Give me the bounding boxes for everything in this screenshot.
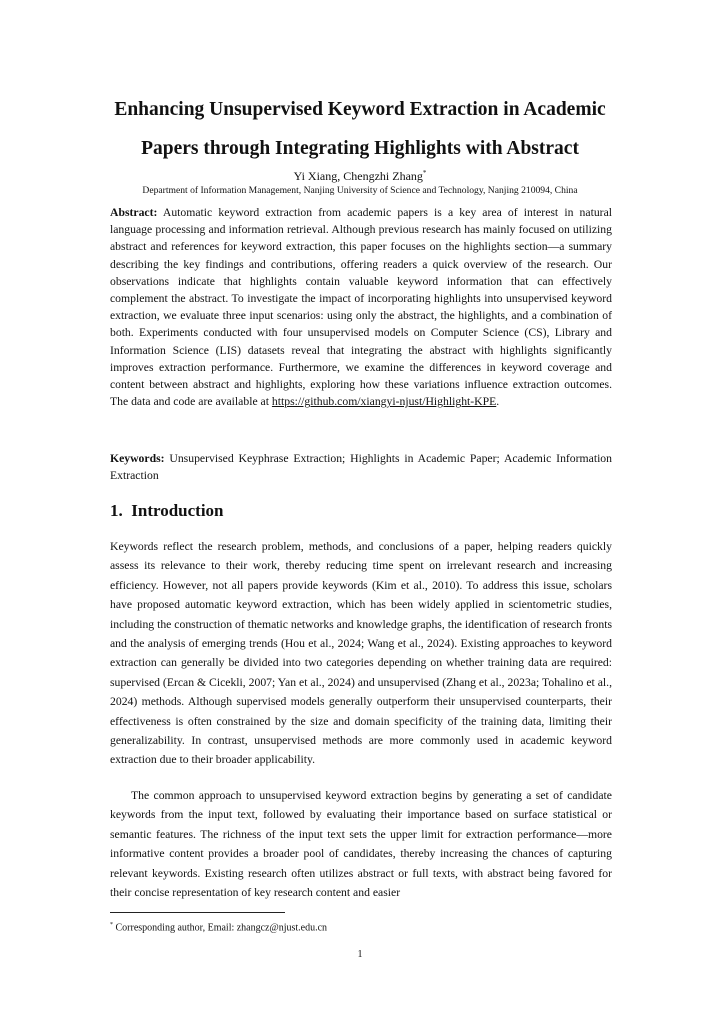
abstract-label: Abstract:: [110, 206, 158, 219]
affiliation: Department of Information Management, Nanjing University of Science and Technology, Nanjing 210094, China: [142, 185, 578, 196]
keywords-text: Unsupervised Keyphrase Extraction; Highlights in Academic Paper; Academic Information Extraction: [110, 452, 612, 483]
title-line-2: Papers through Integrating Highlights with Abstract: [141, 138, 579, 159]
page-number: 1: [357, 949, 363, 960]
author-list: [0, 166, 720, 183]
section-heading-introduction: [110, 500, 612, 522]
section-number: 1.: [110, 501, 123, 520]
footnote-divider: [110, 912, 285, 913]
keywords: [110, 450, 612, 484]
section-title: Introduction: [131, 501, 224, 520]
footnote-text: Corresponding author, Email: zhangcz@njust.edu.cn: [113, 922, 328, 934]
footnote-mark: *: [110, 922, 113, 928]
abstract-end: .: [496, 395, 500, 409]
author-footnote-mark: *: [422, 169, 427, 177]
footnote: [110, 918, 327, 935]
abstract-text: Automatic keyword extraction from academic papers is a key area of interest in natural language processing and information retrieval. Although previous research has mainly focused on utilizing abstract and references for keyword extraction, this paper focuses on the highlights section—a summary describing the key findings and contributions, offering readers a quick overview of the research. Our observations indicate that highlights contain valuable keyword information that can effectively complement the abstract. To investigate the impact of incorporating highlights into unsupervised keyword extraction, we evaluate three input scenarios: using only the abstract, the highlights, and a combination of both. Experiments conducted with four unsupervised models on Computer Science (CS), Library and Information Science (LIS) datasets reveal that integrating the abstract with highlights significantly improves extraction performance. Furthermore, we examine the differences in keyword coverage and content between abstract and highlights, exploring how these variations influence extraction outcomes. The data and code are available at: [110, 206, 612, 409]
abstract: [110, 204, 612, 410]
intro-paragraph-2: The common approach to unsupervised keyword extraction begins by generating a set of candidate keywords from the input text, followed by evaluating their importance based on surface statistical or semantic features. The richness of the input text sets the upper limit for extraction performance—more informative content provides a broader pool of candidates, thereby increasing the chances of capturing relevant keywords. Existing research often utilizes abstract or full texts, with abstract being favored for their concise representation of key research content and easier: [110, 789, 612, 900]
paper-title: [60, 90, 660, 168]
title-line-1: Enhancing Unsupervised Keyword Extraction in Academic: [114, 99, 606, 120]
author-names: Yi Xiang, Chengzhi Zhang: [293, 169, 423, 183]
intro-paragraph-1: Keywords reflect the research problem, methods, and conclusions of a paper, helping readers quickly assess its relevance to their work, thereby reducing time spent on irrelevant research and increasing efficiency. However, not all papers provide keywords (Kim et al., 2010). To address this issue, scholars have proposed automatic keyword extraction, which has been widely applied in scientometric studies, including the construction of thematic networks and knowledge graphs, the identification of research fronts and the analysis of emerging trends (Hou et al., 2024; Wang et al., 2024). Existing approaches to keyword extraction can generally be divided into two categories depending on whether training data are required: supervised (Ercan & Cicekli, 2007; Yan et al., 2024) and unsupervised (Zhang et al., 2023a; Tohalino et al., 2024) methods. Although supervised models generally outperform their unsupervised counterparts, their effectiveness is often constrained by the size and domain specificity of the training data, limiting their generalizability. In contrast, unsupervised methods are more commonly used in academic keyword extraction due to their broader applicability.: [110, 540, 612, 767]
code-repository-link[interactable]: https://github.com/xiangyi-njust/Highlight-KPE: [271, 395, 497, 409]
keywords-label: Keywords:: [110, 452, 165, 465]
